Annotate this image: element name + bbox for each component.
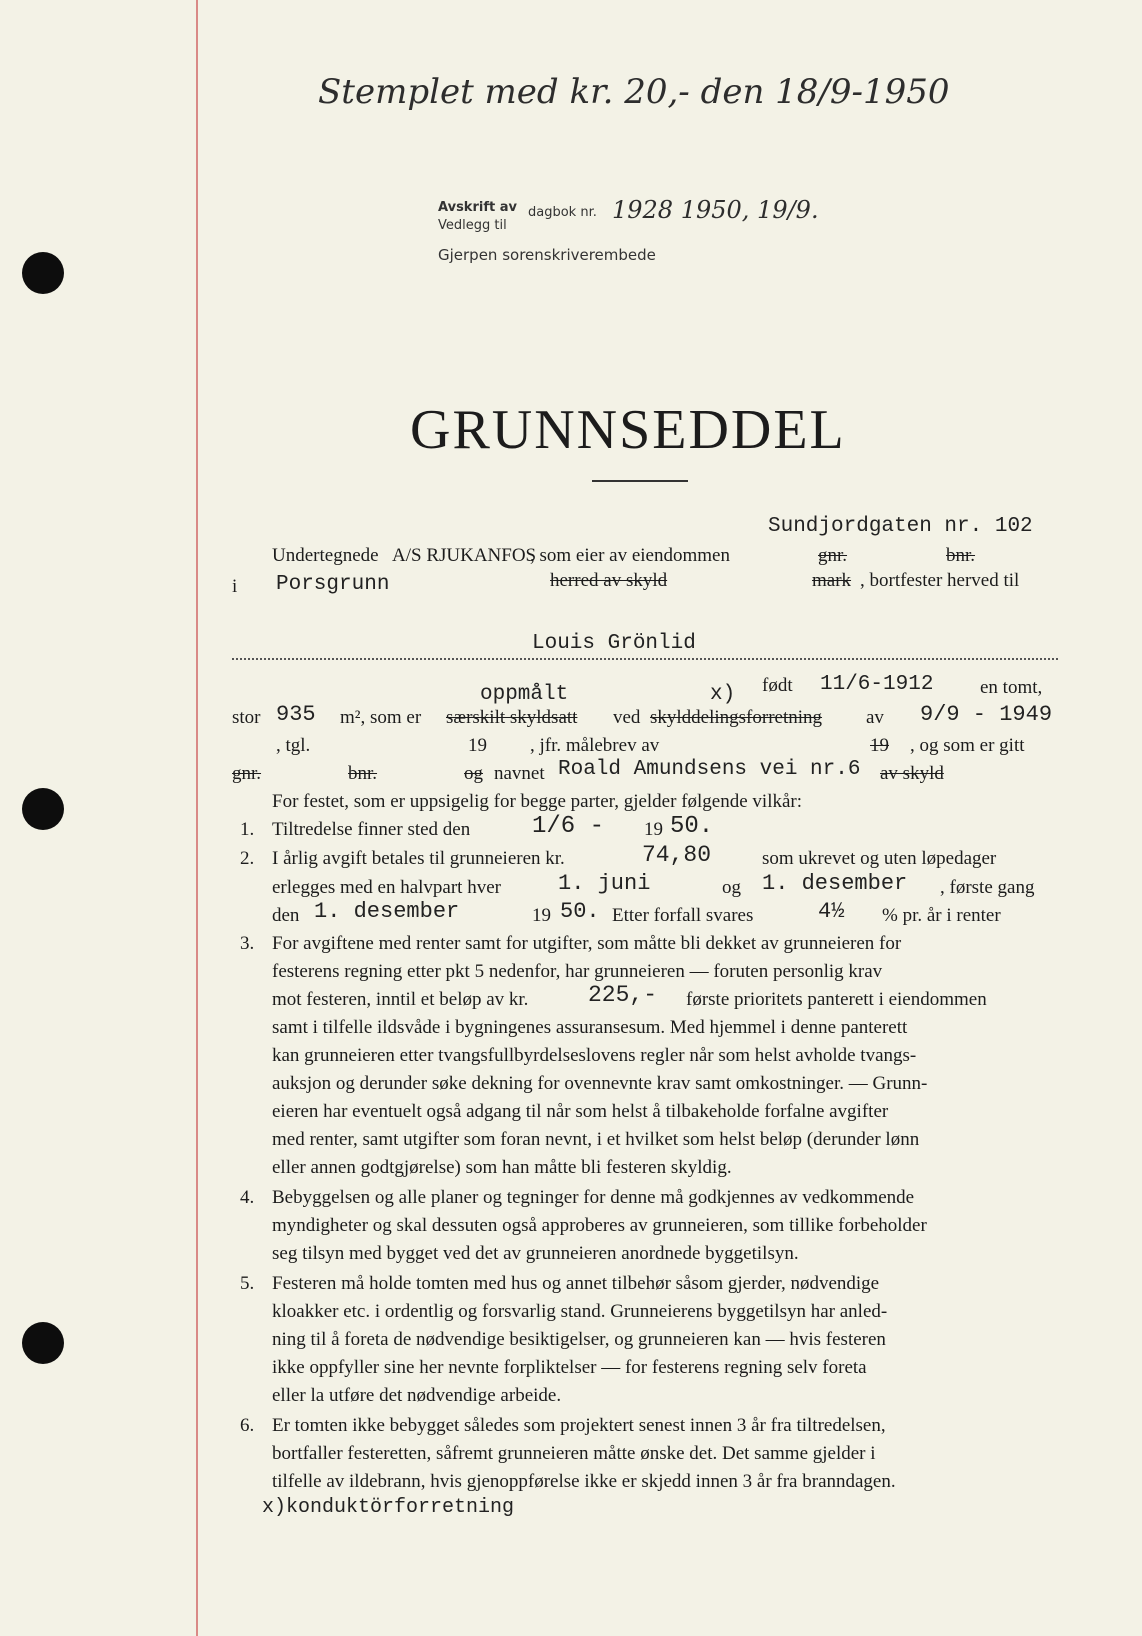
terms-intro: For festet, som er uppsigelig for begge parter, gjelder følgende vilkår: bbox=[272, 791, 803, 812]
clause-3-line: festerens regning etter pkt 5 nedenfor, har grunneieren — foruten personlig krav bbox=[272, 961, 883, 982]
clause-5-number: 5. bbox=[240, 1273, 255, 1294]
clause-6-line: bortfaller festeretten, såfremt grunneieren måtte ønske det. Det samme gjelder i bbox=[272, 1443, 876, 1464]
tgl-year: 19 bbox=[468, 735, 487, 756]
payment-date-2: 1. desember bbox=[762, 871, 908, 896]
herred-struck: herred av skyld bbox=[550, 570, 668, 591]
clause-5-line: eller la utføre det nødvendige arbeide. bbox=[272, 1385, 562, 1406]
title-underline bbox=[592, 480, 688, 482]
gitt-clause: , og som er gitt bbox=[910, 735, 1025, 756]
label-undertegnede: Undertegnede bbox=[272, 545, 379, 566]
m2-clause: m², som er bbox=[340, 707, 422, 728]
etter-forfall: Etter forfall svares bbox=[612, 905, 754, 926]
footnote-marker: x) bbox=[710, 683, 736, 706]
malebrev-year: 19 bbox=[870, 735, 889, 756]
punch-hole bbox=[22, 788, 64, 830]
start-year-prefix: 19 bbox=[644, 819, 663, 840]
stamp-office: Gjerpen sorenskriverembede bbox=[438, 246, 656, 264]
label-av: av bbox=[866, 707, 884, 728]
label-navnet: navnet bbox=[494, 763, 545, 784]
start-year: 50. bbox=[670, 813, 714, 840]
bortfester-clause: , bortfester herved til bbox=[860, 570, 1020, 591]
clause-3-line: kan grunneieren etter tvangsfullbyrdelseslovens regler når som helst avholde tvangs- bbox=[272, 1045, 917, 1066]
en-tomt: en tomt, bbox=[980, 677, 1043, 698]
clause-1-text: Tiltredelse finner sted den bbox=[272, 819, 471, 840]
clause-3-line: For avgiftene med renter samt for utgifter, som måtte bli dekket av grunneieren for bbox=[272, 933, 902, 954]
label-fodt: født bbox=[762, 675, 793, 696]
survey-date: 9/9 - 1949 bbox=[920, 702, 1053, 727]
start-date: 1/6 - bbox=[532, 813, 605, 840]
clause-4-line: seg tilsyn med bygget ved det av grunneieren anordnede byggetilsyn. bbox=[272, 1243, 799, 1264]
property-address: Sundjordgaten nr. 102 bbox=[768, 515, 1033, 538]
bnr-struck-2: bnr. bbox=[348, 763, 378, 784]
clause-1-number: 1. bbox=[240, 819, 255, 840]
clause-5-line: kloakker etc. i ordentlig og forsvarlig stand. Grunneierens byggetilsyn har anled- bbox=[272, 1301, 888, 1322]
label-og: og bbox=[722, 877, 741, 898]
clause-3-line: eller annen godtgjørelse) som han måtte bli festeren skyldig. bbox=[272, 1157, 732, 1178]
document-title: GRUNNSEDDEL bbox=[410, 399, 846, 461]
handwritten-stamp-note: Stemplet med kr. 20,- den 18/9-1950 bbox=[318, 72, 950, 112]
clause-3-number: 3. bbox=[240, 933, 255, 954]
interest-clause: % pr. år i renter bbox=[882, 905, 1001, 926]
first-payment-year: 50. bbox=[560, 899, 600, 924]
clause-3-line: eieren har eventuelt også adgang til når som helst å tilbakeholde forfalne avgifter bbox=[272, 1101, 889, 1122]
clause-2-line-2: erlegges med en halvpart hver bbox=[272, 877, 501, 898]
first-payment-date: 1. desember bbox=[314, 899, 460, 924]
clause-5-line: ning til å foreta de nødvendige besiktigelser, og grunneieren kan — hvis festeren bbox=[272, 1329, 886, 1350]
label-den: den bbox=[272, 905, 300, 926]
interest-rate: 4½ bbox=[818, 899, 845, 924]
og-struck: og bbox=[464, 763, 483, 784]
clause-5-line: ikke oppfyller sine her nevnte forpliktelser — for festerens regning selv foreta bbox=[272, 1357, 867, 1378]
forretning-struck: skylddelingsforretning bbox=[650, 707, 823, 728]
clause-3-line: med renter, samt utgifter som foran nevnt, i et hvilket som helst beløp (derunder lønn bbox=[272, 1129, 920, 1150]
oppmalt-value: oppmålt bbox=[480, 683, 569, 706]
payment-date-1: 1. juni bbox=[558, 871, 651, 896]
lien-amount: 225,- bbox=[588, 982, 658, 1008]
clause-4-line: myndigheter og skal dessuten også approberes av grunneieren, som tillike forbeholder bbox=[272, 1215, 927, 1236]
footnote: x)konduktörforretning bbox=[262, 1496, 515, 1519]
birth-date: 11/6-1912 bbox=[820, 673, 934, 696]
label-i: i bbox=[232, 576, 238, 597]
clause-3-line: samt i tilfelle ildsvåde i bygningenes assuransesum. Med hjemmel i denne panterett bbox=[272, 1017, 908, 1038]
owner-name: A/S RJUKANFOS bbox=[392, 545, 537, 566]
clause-5-line: Festeren må holde tomten med hus og annet tilbehør såsom gjerder, nødvendige bbox=[272, 1273, 880, 1294]
skyldsatt-struck: særskilt skyldsatt bbox=[446, 707, 578, 728]
label-tgl: , tgl. bbox=[276, 735, 311, 756]
clause-2-line-1b: som ukrevet og uten løpedager bbox=[762, 848, 997, 869]
clause-6-number: 6. bbox=[240, 1415, 255, 1436]
tenant-dotted-line bbox=[232, 658, 1058, 660]
first-payment-year-prefix: 19 bbox=[532, 905, 551, 926]
street-name: Roald Amundsens vei nr.6 bbox=[558, 758, 861, 781]
clause-2-line-1: I årlig avgift betales til grunneieren kr. bbox=[272, 848, 565, 869]
av-skyld-struck: av skyld bbox=[880, 763, 944, 784]
clause-3-line: mot festeren, inntil et beløp av kr. bbox=[272, 989, 529, 1010]
clause-3-line-priority: første prioritets panterett i eiendommen bbox=[686, 989, 987, 1010]
punch-hole bbox=[22, 1322, 64, 1364]
margin-line bbox=[196, 0, 198, 1636]
label-stor: stor bbox=[232, 707, 261, 728]
annual-fee: 74,80 bbox=[642, 842, 712, 868]
clause-6-line: tilfelle av ildebrann, hvis gjenoppførelse ikke er skjedd innen 3 år fra branndagen. bbox=[272, 1471, 896, 1492]
mark-struck: mark bbox=[812, 570, 852, 591]
bnr-struck: bnr. bbox=[946, 545, 976, 566]
label-ved: ved bbox=[613, 707, 641, 728]
forste-gang: , første gang bbox=[940, 877, 1035, 898]
owner-clause: , som eier av eiendommen bbox=[530, 545, 730, 566]
clause-2-number: 2. bbox=[240, 848, 255, 869]
place-name: Porsgrunn bbox=[276, 573, 390, 596]
clause-4-line: Bebyggelsen og alle planer og tegninger for denne må godkjennes av vedkommende bbox=[272, 1187, 915, 1208]
tenant-name: Louis Grönlid bbox=[532, 632, 696, 655]
malebrev-label: , jfr. målebrev av bbox=[530, 735, 660, 756]
stamp-label-copy: Avskrift av bbox=[438, 200, 517, 215]
stamp-label-attachment: Vedlegg til bbox=[438, 218, 507, 233]
gnr-struck-2: gnr. bbox=[232, 763, 262, 784]
clause-3-line: auksjon og derunder søke dekning for ovennevnte krav samt omkostninger. — Grunn- bbox=[272, 1073, 928, 1094]
stamp-dagbok-label: dagbok nr. bbox=[528, 205, 597, 220]
clause-4-number: 4. bbox=[240, 1187, 255, 1208]
punch-hole bbox=[22, 252, 64, 294]
area-value: 935 bbox=[276, 702, 316, 727]
stamp-dagbok-value: 1928 1950, 19/9. bbox=[612, 196, 819, 224]
gnr-struck: gnr. bbox=[818, 545, 848, 566]
clause-6-line: Er tomten ikke bebygget således som projektert senest innen 3 år fra tiltredelsen, bbox=[272, 1415, 886, 1436]
